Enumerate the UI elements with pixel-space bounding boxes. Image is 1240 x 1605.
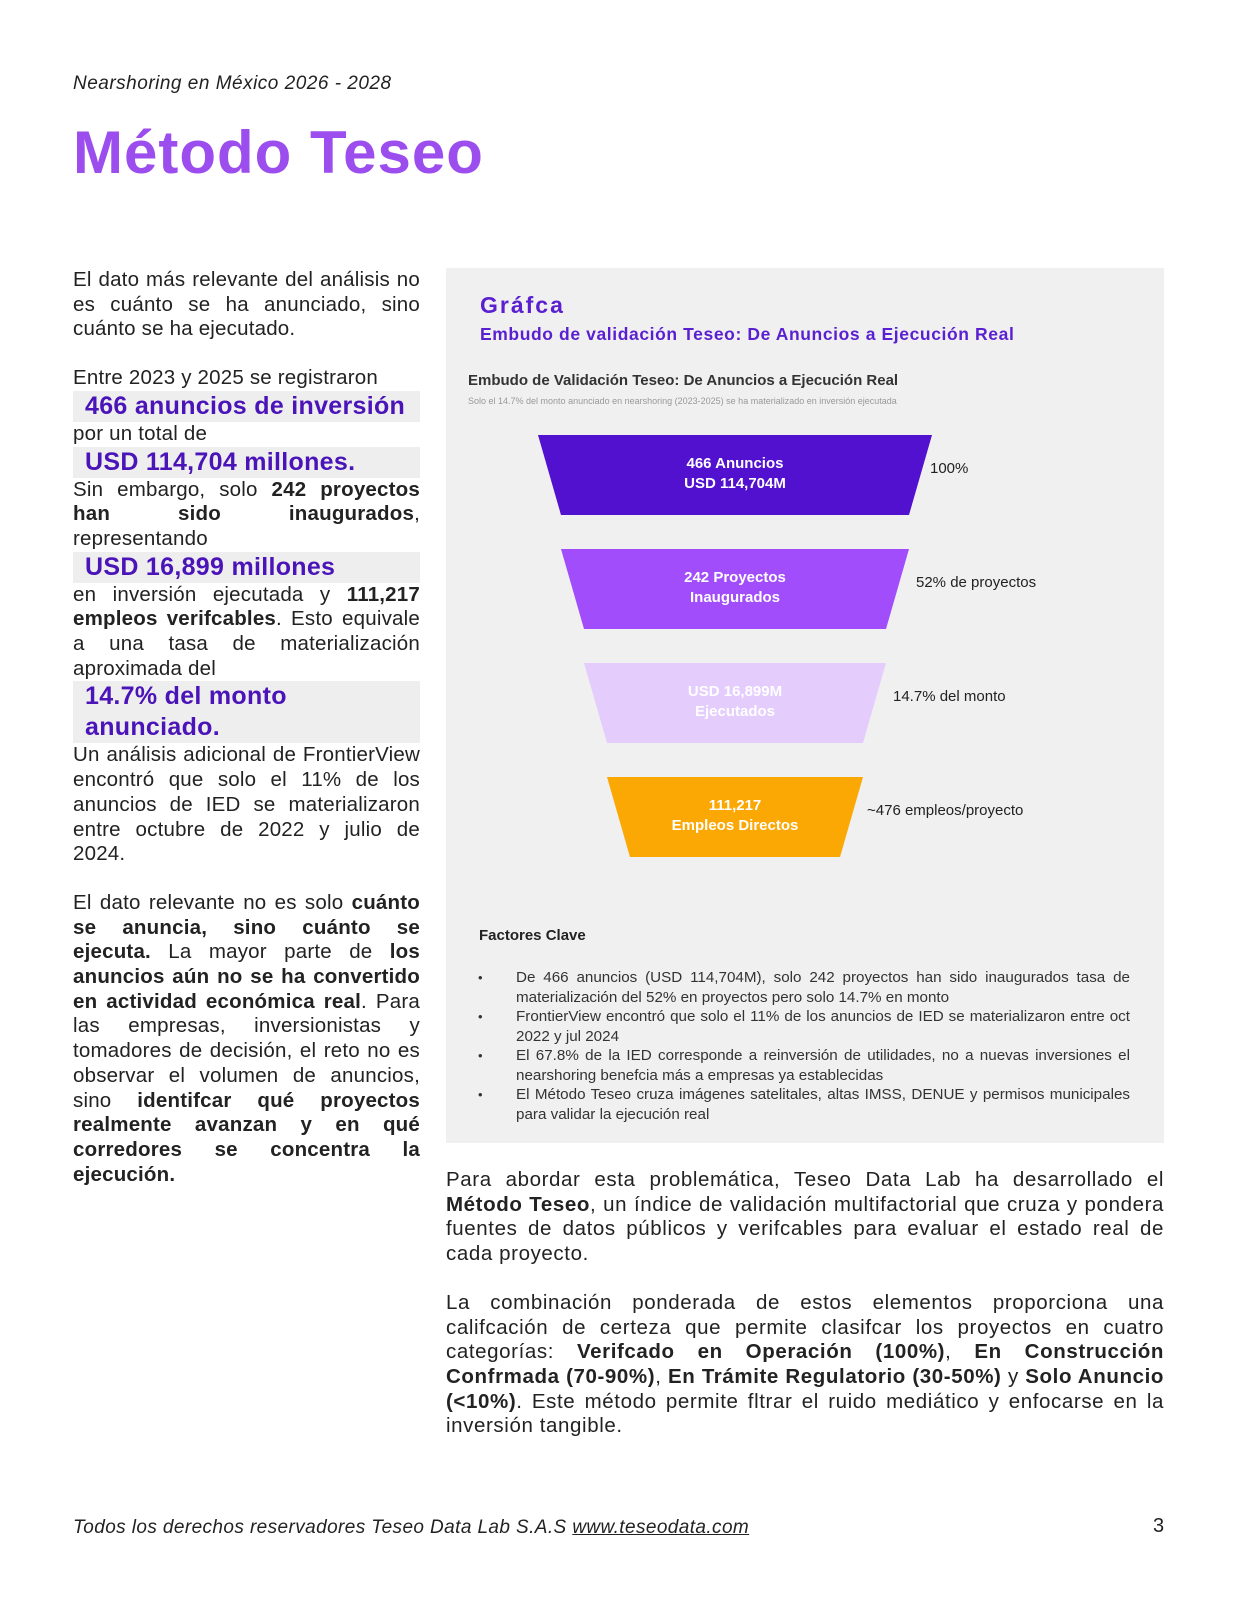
funnel-stage-label: 111,217: [708, 797, 762, 814]
highlight-total-amount: USD 114,704 millones.: [73, 447, 420, 478]
funnel-stage-label: Empleos Directos: [671, 817, 799, 834]
paragraph-employment: en inversión ejecutada y 111,217 empleos verifcables. Esto equivale a una tasa de materialización aproximada del: [73, 582, 420, 680]
funnel-figure: [446, 268, 1164, 1143]
funnel-stage-annotation: ~476 empleos/proyecto: [867, 802, 1024, 819]
footer: Todos los derechos reservadores Teseo Data Lab S.A.S www.teseodata.com: [73, 1517, 750, 1538]
funnel-stage-annotation: 100%: [930, 460, 969, 477]
funnel-stage-annotation: 52% de proyectos: [916, 574, 1037, 591]
factor-item: • FrontierView encontró que solo el 11% de los anuncios de IED se materializaron entre oct 2022 y jul 2024: [478, 1007, 1130, 1046]
chart-subtitle: Solo el 14.7% del monto anunciado en nearshoring (2023-2025) se ha materializado en inversión ejecutada: [468, 396, 897, 406]
funnel-stage-label: Inaugurados: [689, 589, 781, 606]
highlight-announcements: 466 anuncios de inversión: [73, 391, 420, 422]
funnel-stage-label: 242 Proyectos: [684, 569, 786, 586]
right-column: [446, 1168, 1164, 1439]
paragraph-conclusion: El dato relevante no es solo cuánto se anuncia, sino cuánto se ejecuta. La mayor parte de los anuncios aún no se ha convertido en actividad económica real. Para las empresas, inversionistas y tomadores de decisión, el reto no es observar el volumen de anuncios, sino identifcar qué proyectos realmente avanzan y en qué corredores se concentra la ejecución.: [73, 890, 420, 1186]
paragraph-total: por un total de: [73, 421, 208, 445]
factor-item: • El 67.8% de la IED corresponde a reinversión de utilidades, no a nuevas inversiones el nearshoring benefcia más a empresas ya establecidas: [478, 1046, 1130, 1085]
factors-list: [478, 968, 1130, 1124]
paragraph-inaugurated: Sin embargo, solo 242 proyectos han sido inaugurados, representando: [73, 477, 420, 550]
funnel-stage-label: 466 Anuncios: [686, 455, 784, 472]
funnel-stage-label: USD 114,704M: [684, 475, 786, 492]
page-number: 3: [1153, 1515, 1165, 1537]
page-title: Método Teseo: [73, 119, 484, 186]
left-column: [73, 268, 420, 1187]
highlight-executed-amount: USD 16,899 millones: [73, 552, 420, 583]
intro-paragraph: El dato más relevante del análisis no es cuánto se ha anunciado, sino cuánto se ha ejecutado.: [73, 268, 420, 341]
paragraph-registered: Entre 2023 y 2025 se registraron: [73, 366, 378, 390]
factors-title: Factores Clave: [479, 927, 586, 944]
funnel-stage-label: Ejecutados: [694, 703, 776, 720]
highlight-materialization-rate: 14.7% del monto anunciado.: [73, 681, 420, 743]
funnel-stage-label: USD 16,899M: [687, 683, 783, 700]
figure-label: Gráfca: [480, 292, 565, 318]
factor-item: • El Método Teseo cruza imágenes satelitales, altas IMSS, DENUE y permisos municipales para validar la ejecución real: [478, 1085, 1130, 1124]
paragraph-frontierview: Un análisis adicional de FrontierView encontró que solo el 11% de los anuncios de IED se materializaron entre octubre de 2022 y julio de 2024.: [73, 743, 420, 866]
paragraph-method: Para abordar esta problemática, Teseo Data Lab ha desarrollado el Método Teseo, un índice de validación multifactorial que cruza y pondera fuentes de datos públicos y verifcables para evaluar el estado real de cada proyecto.: [446, 1168, 1164, 1266]
document-subtitle: Nearshoring en México 2026 - 2028: [73, 73, 392, 94]
website-link[interactable]: www.teseodata.com: [572, 1517, 750, 1538]
funnel-stage-annotation: 14.7% del monto: [893, 688, 1006, 705]
factor-item: • De 466 anuncios (USD 114,704M), solo 242 proyectos han sido inaugurados tasa de materialización del 52% en proyectos pero solo 14.7% en monto: [478, 968, 1130, 1007]
figure-caption: Embudo de validación Teseo: De Anuncios a Ejecución Real: [480, 324, 1015, 344]
chart-title: Embudo de Validación Teseo: De Anuncios a Ejecución Real: [468, 372, 899, 389]
paragraph-categories: La combinación ponderada de estos elementos proporciona una califcación de certeza que permite clasifcar los proyectos en cuatro categorías: Verifcado en Operación (100%), En Construcción Confrmada (70-90%), En Trámite Regulatorio (30-50%) y Solo Anuncio (<10%). Este método permite fltrar el ruido mediático y enfocarse en la inversión tangible.: [446, 1290, 1164, 1438]
funnel-chart: [446, 268, 1164, 908]
